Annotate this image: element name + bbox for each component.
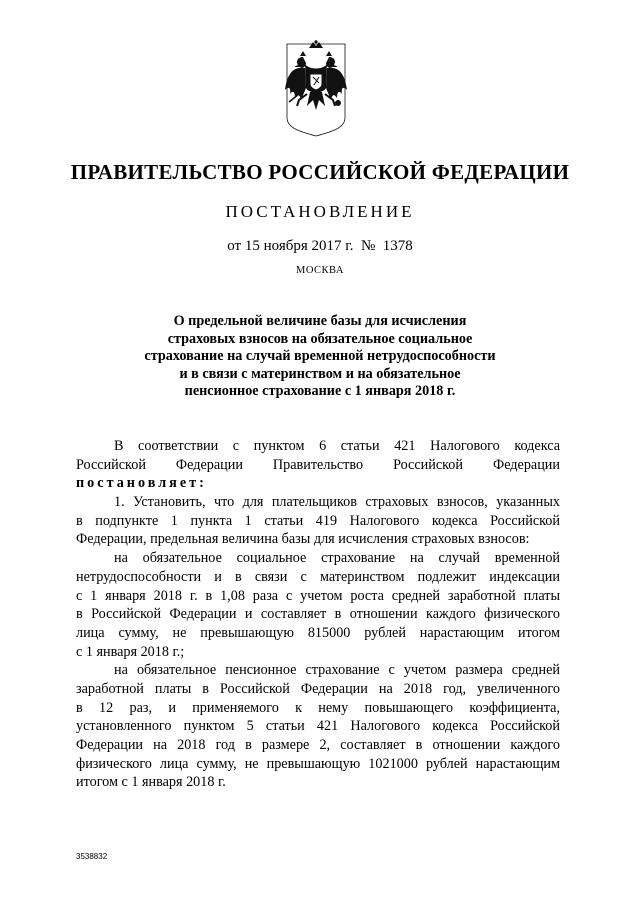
document-internal-number: 3538832 bbox=[76, 852, 108, 861]
document-date-number: от 15 ноября 2017 г. № 1378 bbox=[227, 238, 413, 254]
subject-line: О предельной величине базы для исчисления bbox=[173, 313, 467, 329]
government-title: ПРАВИТЕЛЬСТВО РОССИЙСКОЙ ФЕДЕРАЦИИ bbox=[70, 160, 570, 184]
body-line: в 12 раз, и применяемого к нему повышающего коэффициента, bbox=[76, 699, 560, 716]
body-line: 1. Установить, что для плательщиков страховых взносов, указанных bbox=[114, 494, 560, 511]
body-line: в подпункте 1 пункта 1 статьи 419 Налогового кодекса Российской bbox=[76, 512, 560, 529]
subject-line: страховых взносов на обязательное социальное bbox=[167, 330, 473, 347]
subject-line: пенсионное страхование с 1 января 2018 г. bbox=[184, 383, 456, 400]
document-body bbox=[76, 437, 560, 792]
body-line: Федерации на 2018 год в размере 2, составляет в отношении каждого bbox=[76, 737, 560, 753]
body-line: в Российской Федерации и составляет в отношении каждого физического bbox=[76, 606, 560, 623]
body-line: Федерации, предельная величина базы для исчисления страховых взносов: bbox=[76, 531, 530, 548]
body-line: лица сумму, не превышающую 815000 рублей нарастающим итогом bbox=[76, 624, 560, 641]
body-line: нетрудоспособности и в связи с материнством подлежит индексации bbox=[76, 568, 560, 585]
subject-line: страхование на случай временной нетрудоспособности bbox=[144, 348, 496, 365]
body-line: итогом с 1 января 2018 г. bbox=[76, 774, 226, 791]
body-line: на обязательное социальное страхование на случай временной bbox=[114, 550, 560, 567]
document-type: ПОСТАНОВЛЕНИЕ bbox=[225, 202, 415, 221]
decree-word: постановляет: bbox=[76, 475, 207, 492]
russian-coat-of-arms-icon bbox=[283, 40, 349, 138]
body-line: В соответствии с пунктом 6 статьи 421 Налогового кодекса bbox=[114, 438, 560, 454]
subject-line: и в связи с материнством и на обязательное bbox=[179, 365, 461, 382]
body-line: с 1 января 2018 г. в 1,08 раза с учетом роста средней заработной платы bbox=[76, 587, 560, 604]
body-line: заработной платы в Российской Федерации на 2018 год, увеличенного bbox=[76, 680, 560, 697]
body-line: с 1 января 2018 г.; bbox=[76, 643, 185, 660]
document-city: МОСКВА bbox=[296, 265, 344, 276]
body-line: установленного пунктом 5 статьи 421 Налогового кодекса Российской bbox=[76, 718, 560, 735]
body-line: физического лица сумму, не превышающую 1021000 рублей нарастающим bbox=[76, 755, 560, 772]
body-line: на обязательное пенсионное страхование с учетом размера средней bbox=[114, 662, 560, 679]
document-subject bbox=[140, 313, 500, 401]
body-line: Российской Федерации Правительство Российской Федерации bbox=[76, 456, 560, 473]
